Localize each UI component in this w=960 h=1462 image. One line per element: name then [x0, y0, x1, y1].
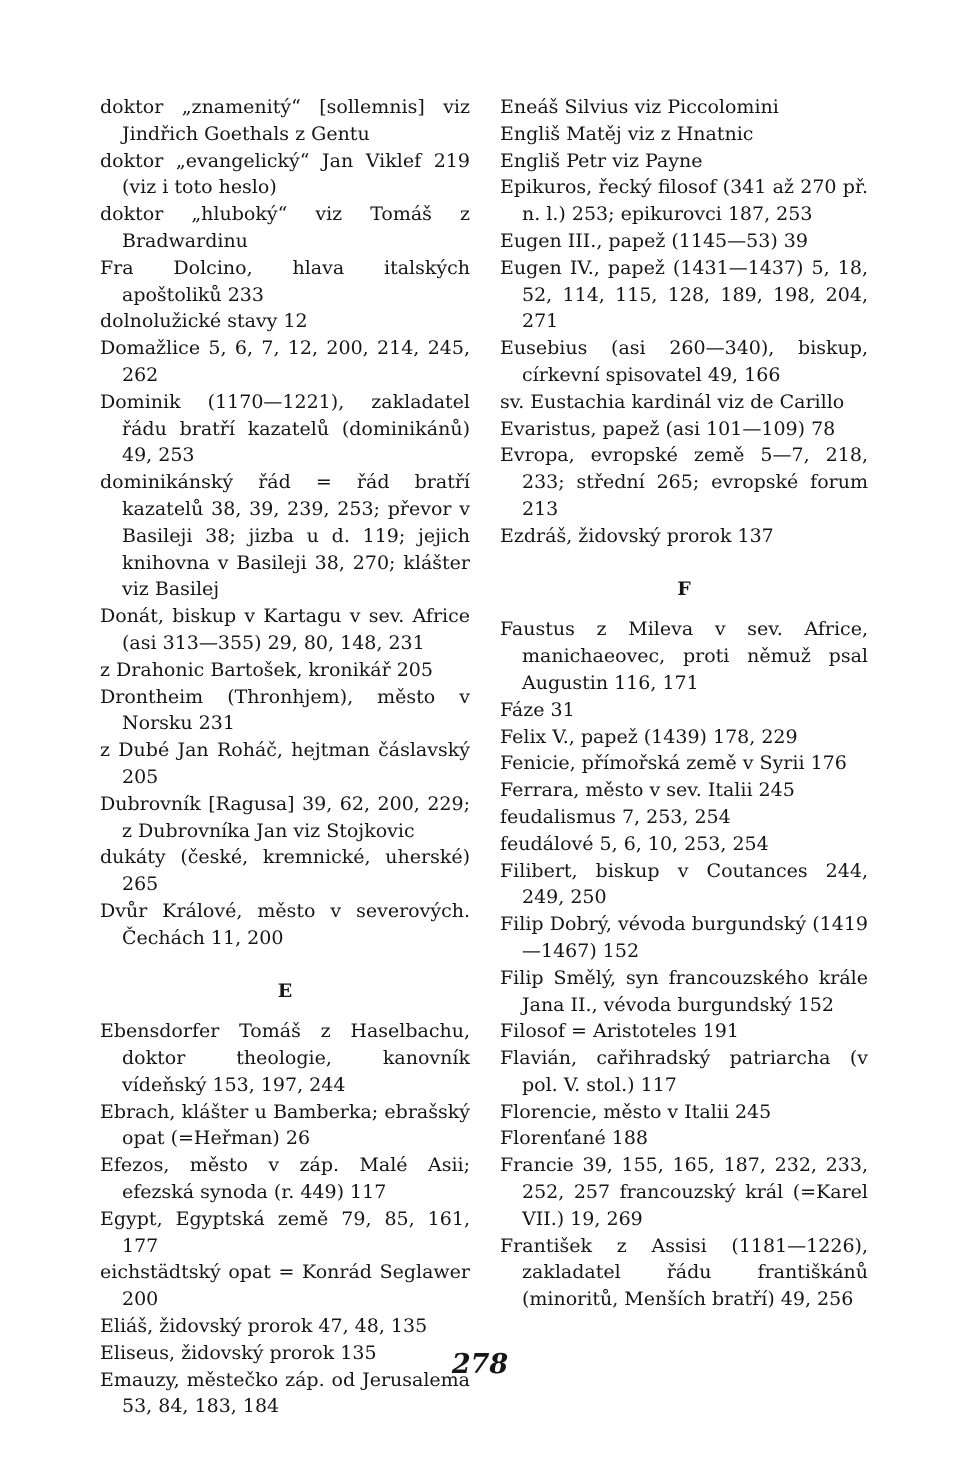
index-entry: Faustus z Mileva v sev. Africe, manichaeovec, proti němuž psal Augustin 116, 171	[500, 618, 868, 694]
index-entry: sv. Eustachia kardinál viz de Carillo	[500, 390, 845, 413]
index-entry: Florenťané 188	[500, 1127, 649, 1150]
index-entry: doktor „znamenitý“ [sollemnis] viz Jindřich Goethals z Gentu	[100, 96, 470, 145]
index-entry: Francie 39, 155, 165, 187, 232, 233, 252, 257 francouzský král (=Karel VII.) 19, 269	[500, 1154, 868, 1230]
index-entry: Flavián, cařihradský patriarcha (v pol. V. stol.) 117	[500, 1047, 868, 1096]
index-entry: Drontheim (Thronhjem), město v Norsku 231	[100, 685, 470, 735]
index-entry: Evropa, evropské země 5—7, 218, 233; střední 265; evropské forum 213	[500, 444, 868, 520]
index-entry: Eliáš, židovský prorok 47, 48, 135	[100, 1315, 428, 1338]
index-entry: z Dubé Jan Roháč, hejtman čáslavský 205	[100, 739, 470, 788]
index-entry: eichstädtský opat = Konrád Seglawer 200	[100, 1261, 470, 1311]
index-entry: Filip Smělý, syn francouzského krále Jana II., vévoda burgundský 152	[500, 966, 868, 1016]
section-letter-e: E	[277, 979, 293, 1002]
entries-group-d	[100, 94, 470, 952]
index-entry: Eugen III., papež (1145—53) 39	[500, 229, 808, 252]
index-entry: z Drahonic Bartošek, kronikář 205	[100, 658, 433, 681]
index-entry: Dubrovník [Ragusa] 39, 62, 200, 229; z Dubrovníka Jan viz Stojkovic	[100, 792, 470, 842]
index-entry: Filip Dobrý, vévoda burgundský (1419—1467) 152	[500, 913, 868, 962]
index-entry: František z Assisi (1181—1226), zakladatel řádu františkánů (minoritů, Menších bratří) 49, 256	[500, 1234, 868, 1311]
index-entry: Engliš Petr viz Payne	[500, 149, 703, 172]
index-entry: Domažlice 5, 6, 7, 12, 200, 214, 245, 262	[100, 337, 470, 386]
index-entry: Fenicie, přímořská země v Syrii 176	[500, 752, 847, 775]
index-entry: Eliseus, židovský prorok 135	[100, 1341, 377, 1364]
index-entry: Ferrara, město v sev. Italii 245	[500, 779, 795, 802]
section-letter-f: F	[677, 577, 691, 600]
index-entry: Filibert, biskup v Coutances 244, 249, 250	[500, 859, 868, 909]
index-entry: feudálové 5, 6, 10, 253, 254	[500, 832, 769, 855]
index-entry: Dvůr Králové, město v severových. Čechách 11, 200	[100, 899, 470, 949]
entries-group-f	[500, 616, 868, 1313]
index-entry: doktor „hluboký“ viz Tomáš z Bradwardinu	[100, 203, 470, 252]
index-entry: Dominik (1170—1221), zakladatel řádu bratří kazatelů (dominikánů) 49, 253	[100, 390, 470, 467]
index-entry: Filosof = Aristoteles 191	[500, 1020, 739, 1043]
index-entry: Felix V., papež (1439) 178, 229	[500, 725, 798, 748]
index-entry: Egypt, Egyptská země 79, 85, 161, 177	[100, 1207, 470, 1257]
index-entry: Fáze 31	[500, 698, 575, 721]
index-entry: Efezos, město v záp. Malé Asii; efezská synoda (r. 449) 117	[100, 1154, 470, 1204]
entries-group-e-continued	[500, 94, 868, 550]
index-entry: Eugen IV., papež (1431—1437) 5, 18, 52, 114, 115, 128, 189, 198, 204, 271	[500, 256, 868, 333]
index-entry: dominikánský řád = řád bratří kazatelů 38, 39, 239, 253; převor v Basileji 38; jizba u d. 119; jejich knihovna v Basileji 38, 270; klášter viz Basilej	[100, 471, 470, 601]
index-entry: dolnolužické stavy 12	[100, 310, 308, 333]
index-entry: Ezdráš, židovský prorok 137	[500, 524, 774, 547]
index-entry: Eneáš Silvius viz Piccolomini	[500, 96, 779, 118]
index-entry: doktor „evangelický“ Jan Viklef 219 (viz i toto heslo)	[100, 149, 470, 199]
index-column-right	[500, 94, 868, 1313]
index-entry: Fra Dolcino, hlava italských apoštoliků 233	[100, 256, 470, 306]
index-entry: Eusebius (asi 260—340), biskup, církevní spisovatel 49, 166	[500, 337, 868, 386]
index-column-left	[100, 94, 470, 1420]
index-entry: Epikuros, řecký filosof (341 až 270 př. n. l.) 253; epikurovci 187, 253	[500, 176, 868, 226]
index-entry: feudalismus 7, 253, 254	[500, 805, 731, 828]
index-entry: Evaristus, papež (asi 101—109) 78	[500, 417, 836, 440]
page-number: 278	[451, 1349, 509, 1380]
index-entry: Donát, biskup v Kartagu v sev. Africe (asi 313—355) 29, 80, 148, 231	[100, 605, 470, 654]
index-entry: Ebrach, klášter u Bamberka; ebrašský opat (=Heřman) 26	[100, 1100, 470, 1150]
index-entry: dukáty (české, kremnické, uherské) 265	[100, 846, 470, 896]
index-entry: Ebensdorfer Tomáš z Haselbachu, doktor theologie, kanovník vídeňský 153, 197, 244	[100, 1020, 470, 1096]
index-entry: Engliš Matěj viz z Hnatnic	[500, 122, 754, 145]
index-entry: Emauzy, městečko záp. od Jerusalema 53, 84, 183, 184	[100, 1368, 470, 1418]
index-entry: Florencie, město v Italii 245	[500, 1100, 772, 1123]
